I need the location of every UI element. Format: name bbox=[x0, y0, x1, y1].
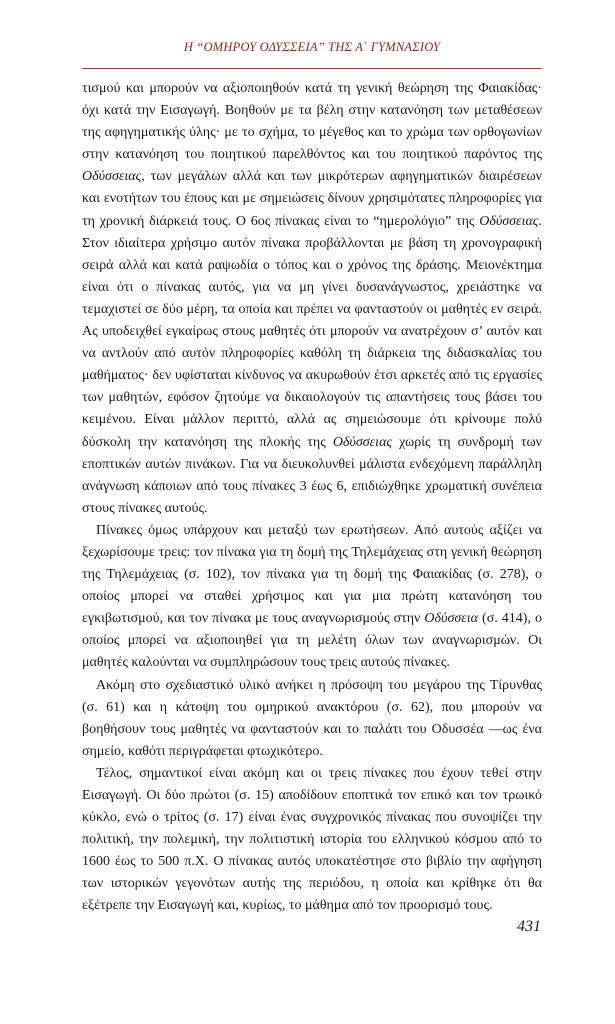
text-run: Τέλος, σημαντικοί είναι ακόμη και οι τρεις πίνακες που έχουν τεθεί στην Εισαγωγή. Οι δύο πρώτοι (σ. 15) αποδίδουν εποπτικά τον επικό και τον τρωικό κύκλο, ενώ ο τρίτος (σ. 17) είναι ένας συγχρονικός πίνακας που συνοψίζει την πολιτική, την πολεμική, την πολιτιστική ιστορία του ελληνικού κόσμου από το 1600 έως το 500 π.Χ. Ο πίνακας αυτός υποκατέστησε στο βιβλίο την αφήγηση των ιστορικών γεγονότων αυτής της περιόδου, η οποία και κρίθηκε ότι θα εξέτρεπε την Εισαγωγή και, κυρίως, το μάθημα από τον προορισμό τους. bbox=[82, 765, 542, 914]
italic-title-odysseia: Οδύσσεια bbox=[424, 611, 479, 627]
text-run: Πίνακες όμως υπάρχουν και μεταξύ των ερωτήσεων. Από αυτούς αξίζει να ξεχωρίσουμε τρεις: τον πίνακα για τη δομή της Τηλεμάχειας στη γενική θεώρηση της Τηλεμάχειας (σ. 102), τον πίνακα για τη δομή της Φαιακίδας (σ. 278), ο οποίος μπορεί να σταθεί χρήσιμος και για μια πρώτη κατανόηση του εγκιβωτισμού, και τον πίνακα με τους αναγνωρισμούς στην bbox=[82, 522, 542, 627]
running-header: Η “ΟΜΗΡΟΥ ΟΔΥΣΣΕΙΑ” ΤΗΣ Α΄ ΓΥΜΝΑΣΙΟΥ bbox=[183, 40, 441, 54]
paragraph-1 bbox=[82, 78, 542, 520]
italic-title-odysseia: Οδύσσειας bbox=[82, 169, 142, 185]
italic-title-odysseia: Οδύσσειας bbox=[332, 434, 393, 450]
text-run: . Στον ιδιαίτερα χρήσιμο αυτόν πίνακα προβάλλονται με βάση τη χρονογραφική σειρά αλλά και κατά ραψωδία ο τόπος και ο χρόνος της δράσης. Μειονέκτημα είναι ότι ο πίνακας αυτός, για να μη γίνει δυσανάγνωστος, χρειάστηκε να τεμαχιστεί σε δύο μέρη, τα οποία και πρέπει να φανταστούν οι μαθητές εν σειρά. Ας υποδειχθεί εγκαίρως στους μαθητές ότι μπορούν να ανατρέχουν σ’ αυτόν και να αντλούν από αυτόν πληροφορίες καθόλη τη διάρκεια της διδασκαλίας του μαθήματος· δεν υφίσταται κίνδυνος να ακυρωθούν έτσι αρκετές από τις εργασίες των μαθητών, εφόσον ζητούμε να δικαιολογούν τις απαντήσεις τους βάσει του κειμένου. Είναι μάλλον περιττό, αλλά ας σημειώσουμε ότι κρίνουμε πολύ δύσκολη την κατανόηση της πλοκής της bbox=[82, 213, 542, 450]
text-run: χωρίς τη συνδρομή των εποπτικών αυτών πινάκων. Για να διευκολυνθεί μάλιστα ενδεχόμενη παράλληλη ανάγνωση κάποιων από τους πίνακες 3 έως 6, επιδιώχθηκε χρωματική συνέπεια στους πίνακες αυτούς. bbox=[82, 434, 543, 516]
text-run: Ακόμη στο σχεδιαστικό υλικό ανήκει η πρόσοψη του μεγάρου της Τίρυνθας (σ. 61) και η κάτοψη του ομηρικού ανακτόρου (σ. 62), που μπορούν να βοηθήσουν τους μαθητές να φανταστούν και το παλάτι του Οδυσσέα —ως ένα σημείο, καθότι περιγράφεται φτωχικότερο. bbox=[82, 677, 542, 759]
paragraph-3 bbox=[82, 675, 542, 763]
header-rule bbox=[82, 68, 542, 69]
text-run: , των μεγάλων αλλά και των μικρότερων αφηγηματικών διαιρέσεων και ενοτήτων του έπους και με σημειώσεις δίνουν χρησιμότατες πληροφορίες για τη χρονική διάρκειά τους. Ο 6ος πίνακας είναι το “ημερολόγιο” της bbox=[82, 169, 542, 229]
italic-title-odysseia: Οδύσσειας bbox=[479, 213, 539, 229]
page-number: 431 bbox=[517, 918, 541, 935]
paragraph-4 bbox=[82, 763, 542, 918]
body-text bbox=[82, 78, 542, 918]
text-run: τισμού και μπορούν να αξιοποιηθούν κατά τη γενική θεώρηση της Φαιακίδας· όχι κατά την Εισαγωγή. Βοηθούν με τα βέλη στην κατανόηση των μεταθέσεων της αφηγηματικής ύλης· με το σχήμα, το μέγεθος και το χρώμα των ορθογωνίων στην κατανόηση του ποιητικού παρελθόντος και του ποιητικού παρόντος της bbox=[82, 81, 542, 163]
text-run: (σ. 414), ο οποίος μπορεί να αξιοποιηθεί για τη μελέτη όλων των αναγνωρισμών. Οι μαθητές καλούνται να συμπληρώσουν τους τρεις αυτούς πίνακες. bbox=[82, 611, 542, 671]
paragraph-2 bbox=[82, 520, 542, 675]
